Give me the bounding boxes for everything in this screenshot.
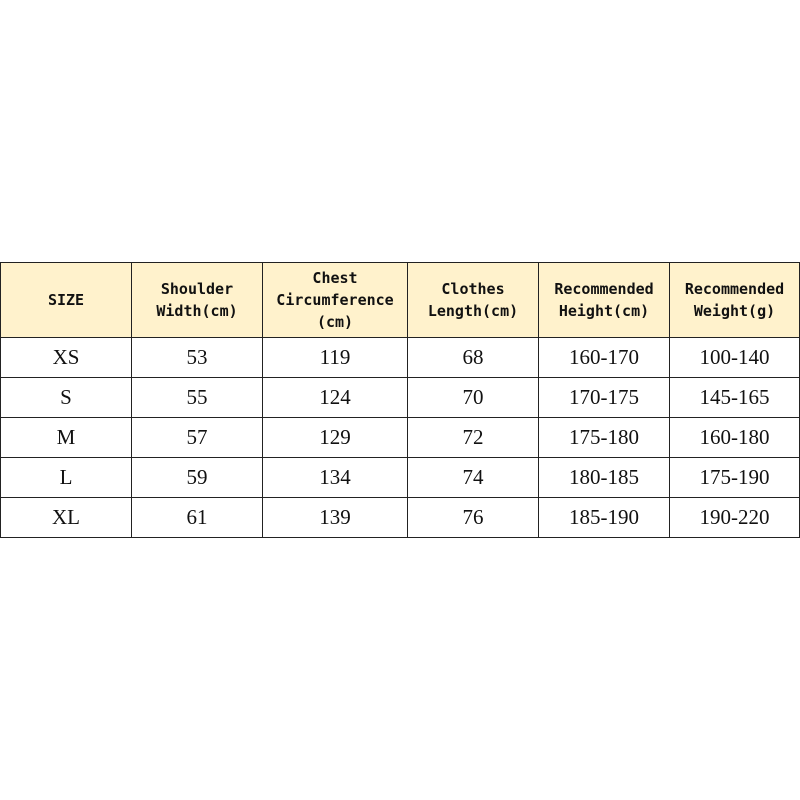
table-body (1, 338, 800, 538)
cell-chest: 119 (263, 338, 408, 378)
header-shoulder-width-line-1: Shoulder (160, 280, 234, 298)
cell-clothes-length: 70 (408, 378, 539, 418)
header-rec-weight-line-1: Recommended (684, 280, 785, 298)
header-rec-height-line-1: Recommended (554, 280, 654, 298)
cell-rec-height: 170-175 (539, 378, 670, 418)
cell-shoulder-width: 53 (132, 338, 263, 378)
cell-chest: 129 (263, 418, 408, 458)
header-shoulder-width-line-2: Width(cm) (156, 302, 238, 320)
header-chest-circumference (263, 263, 408, 338)
cell-chest: 124 (263, 378, 408, 418)
header-rec-height-line-2: Height(cm) (558, 302, 650, 320)
cell-rec-weight: 100-140 (670, 338, 800, 378)
cell-clothes-length: 74 (408, 458, 539, 498)
table-row (1, 458, 800, 498)
cell-rec-height: 185-190 (539, 498, 670, 538)
header-clothes-length (408, 263, 539, 338)
header-recommended-height (539, 263, 670, 338)
header-chest-line-3: (cm) (316, 313, 354, 331)
cell-size: L (1, 458, 132, 498)
header-row (1, 263, 800, 338)
cell-chest: 139 (263, 498, 408, 538)
header-recommended-weight (670, 263, 800, 338)
header-clothes-length-line-1: Clothes (441, 280, 505, 298)
cell-rec-weight: 175-190 (670, 458, 800, 498)
cell-clothes-length: 68 (408, 338, 539, 378)
table-row (1, 378, 800, 418)
cell-rec-height: 160-170 (539, 338, 670, 378)
cell-rec-height: 175-180 (539, 418, 670, 458)
cell-shoulder-width: 55 (132, 378, 263, 418)
cell-size: S (1, 378, 132, 418)
table-header (1, 263, 800, 338)
cell-size: XS (1, 338, 132, 378)
table-row (1, 418, 800, 458)
cell-clothes-length: 76 (408, 498, 539, 538)
cell-chest: 134 (263, 458, 408, 498)
cell-size: XL (1, 498, 132, 538)
header-chest-line-1: Chest (312, 269, 358, 287)
table-row (1, 338, 800, 378)
cell-rec-weight: 160-180 (670, 418, 800, 458)
cell-shoulder-width: 57 (132, 418, 263, 458)
cell-rec-height: 180-185 (539, 458, 670, 498)
header-clothes-length-line-2: Length(cm) (427, 302, 519, 320)
cell-shoulder-width: 59 (132, 458, 263, 498)
cell-rec-weight: 145-165 (670, 378, 800, 418)
header-shoulder-width (132, 263, 263, 338)
size-chart-table (0, 262, 800, 538)
table-row (1, 498, 800, 538)
header-chest-line-2: Circumference (276, 291, 394, 309)
cell-rec-weight: 190-220 (670, 498, 800, 538)
header-rec-weight-line-2: Weight(g) (693, 302, 776, 320)
cell-size: M (1, 418, 132, 458)
cell-shoulder-width: 61 (132, 498, 263, 538)
cell-clothes-length: 72 (408, 418, 539, 458)
header-size-line-1: SIZE (47, 291, 85, 309)
header-size (1, 263, 132, 338)
